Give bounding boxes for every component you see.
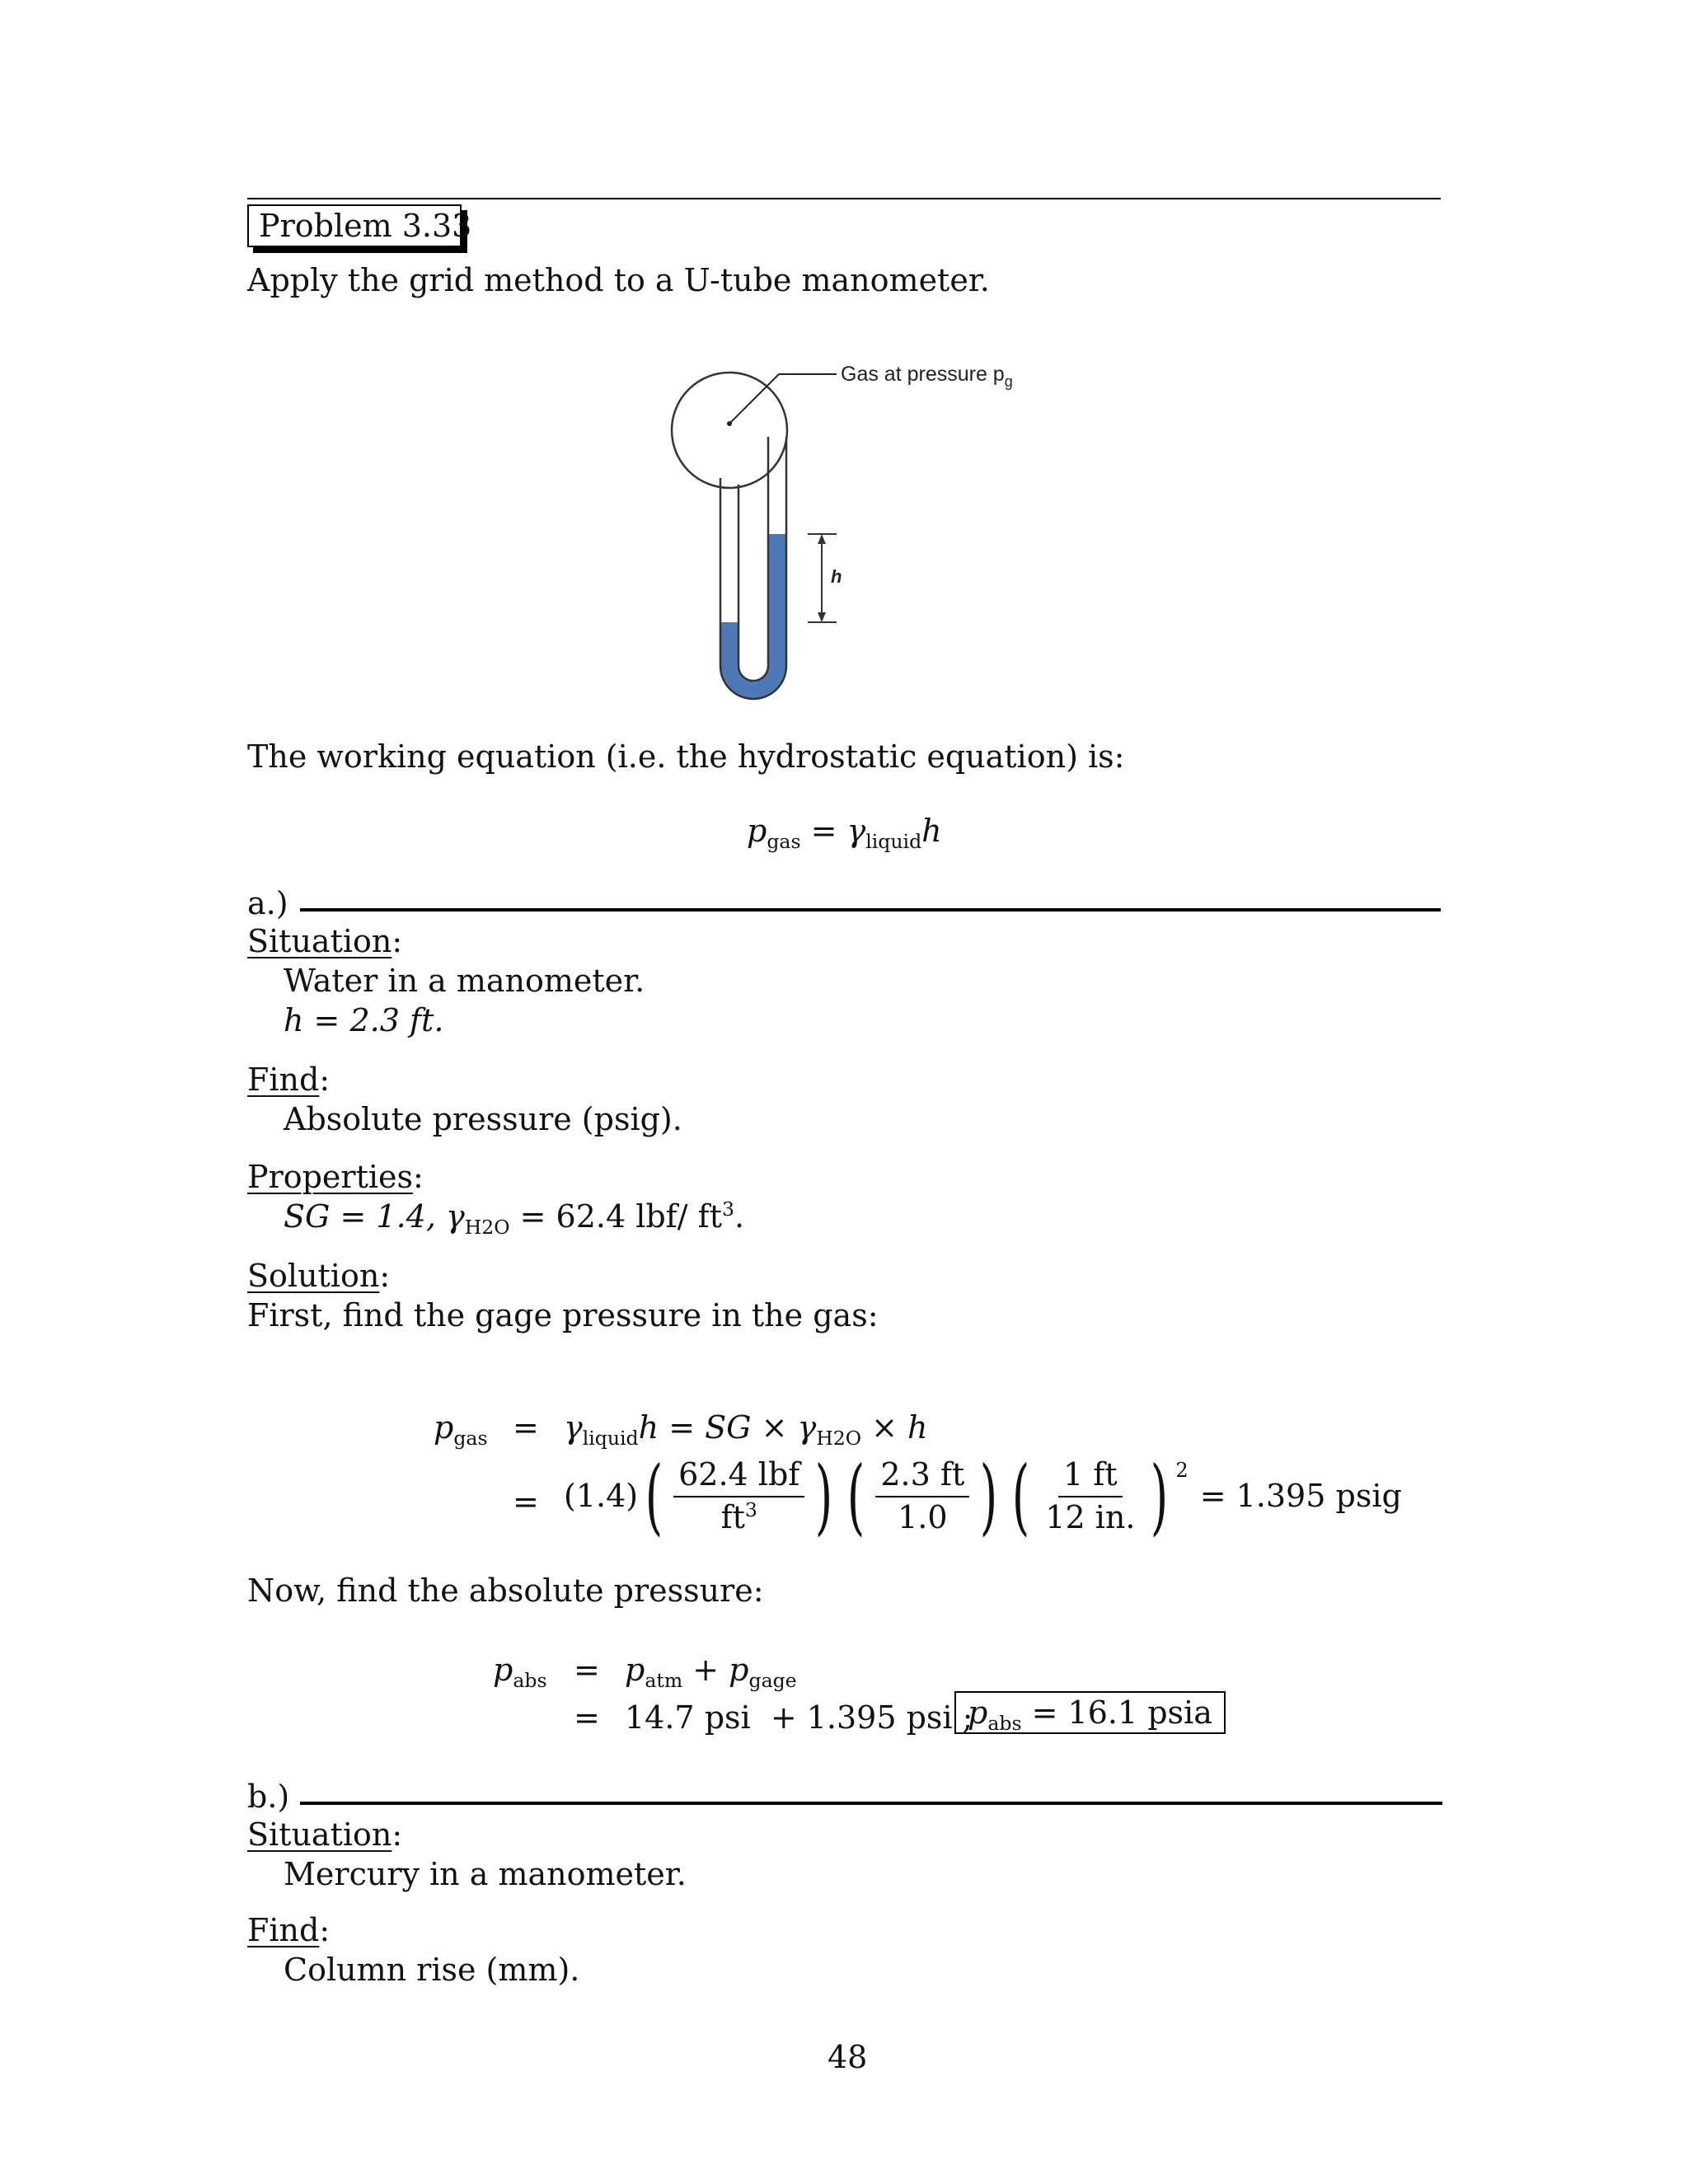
frac-lbf: $\frac{\text{62.4 lbf}}{ft^3}$ bbox=[673, 1456, 804, 1536]
part-a-label: a.) bbox=[247, 885, 288, 921]
manometer-figure bbox=[659, 354, 1055, 701]
frac-power: 2 bbox=[1175, 1459, 1189, 1482]
part-a-solution-intro: First, find the gage pressure in the gas: bbox=[247, 1297, 879, 1333]
part-a-find-heading: Find: bbox=[247, 1062, 331, 1098]
working-intro: The working equation (i.e. the hydrostatic equation) is: bbox=[247, 738, 1125, 775]
part-b-label: b.) bbox=[247, 1779, 290, 1815]
part-a-find-text: Absolute pressure (psig). bbox=[284, 1101, 682, 1137]
part-a-solution-heading: Solution: bbox=[247, 1258, 391, 1294]
h-label: h bbox=[831, 566, 842, 587]
working-equation: $p_{gas} = \gamma_{liquid}h$ bbox=[747, 813, 942, 854]
eq1-line1: $\gamma_{liquid}h$ = SG × $\gamma_{H2O} \times h$ bbox=[564, 1409, 928, 1451]
problem-title-box bbox=[247, 204, 472, 247]
eq2-eq-sign-1: = bbox=[574, 1652, 600, 1688]
frac-ft: $\frac{2.3 ft}{1.0}$ bbox=[875, 1456, 969, 1536]
gas-label: Gas at pressure p bbox=[841, 363, 1005, 386]
part-a-situation-heading: Situation: bbox=[247, 923, 403, 959]
part-a-situation-line-1: Water in a manometer. bbox=[284, 963, 645, 999]
top-rule bbox=[247, 198, 1441, 199]
part-a-properties-heading: Properties: bbox=[247, 1159, 424, 1195]
frac-in: $\frac{1 ft}{12 in.}$ bbox=[1045, 1456, 1136, 1535]
problem-title: Problem 3.33 bbox=[259, 208, 472, 244]
eq1-result: = 1.395 psig bbox=[1199, 1478, 1402, 1515]
eq1-eq-sign-1: = bbox=[513, 1409, 539, 1446]
part-a-properties-text: SG = 1.4, $\gamma_{H2O} = 62.4$ lbf/ $ft^3$. bbox=[284, 1197, 745, 1240]
eq2-lhs: $p_{abs}$ bbox=[493, 1652, 547, 1693]
part-b-find-text: Column rise (mm). bbox=[284, 1952, 580, 1988]
eq2-line1: $p_{atm} + p_{gage}$ bbox=[625, 1652, 797, 1693]
eq1-lhs: $p_{gas}$ bbox=[434, 1409, 488, 1451]
part-b-find-heading: Find: bbox=[247, 1912, 331, 1948]
svg-text:Gas at pressure pg bbox=[841, 363, 1013, 390]
page-number: 48 bbox=[828, 2039, 868, 2075]
part-a-situation-line-2: h = 2.3 ft. bbox=[284, 1002, 444, 1038]
part-b-situation-text: Mercury in a manometer. bbox=[284, 1856, 687, 1892]
abs-intro: Now, find the absolute pressure: bbox=[247, 1572, 764, 1609]
gas-bulb bbox=[672, 373, 787, 488]
part-b-rule bbox=[300, 1802, 1442, 1805]
problem-statement: Apply the grid method to a U-tube manometer. bbox=[247, 262, 990, 298]
eq2-answer-box: $p_{abs} = 16.1$ psia bbox=[954, 1694, 1226, 1732]
eq2-line2: 14.7 psi + 1.395 psi ; bbox=[625, 1699, 973, 1736]
liquid-column bbox=[720, 534, 786, 699]
gas-label-sub: g bbox=[1004, 373, 1013, 390]
eq1-line2: (1.4) ( $\frac{\text{62.4 lbf}}{ft^3}$ ) ( $\frac{2.3 ft}{1.0}$ ) ( $\frac{1 ft}{12 in.}$ ) 2 = 1.395 psig bbox=[564, 1448, 1402, 1544]
eq1-eq-sign-2: = bbox=[513, 1483, 539, 1520]
eq1-coef: (1.4) bbox=[564, 1478, 639, 1515]
eq2-eq-sign-2: = bbox=[574, 1699, 600, 1736]
part-a-rule bbox=[300, 908, 1441, 912]
part-b-situation-heading: Situation: bbox=[247, 1816, 403, 1853]
